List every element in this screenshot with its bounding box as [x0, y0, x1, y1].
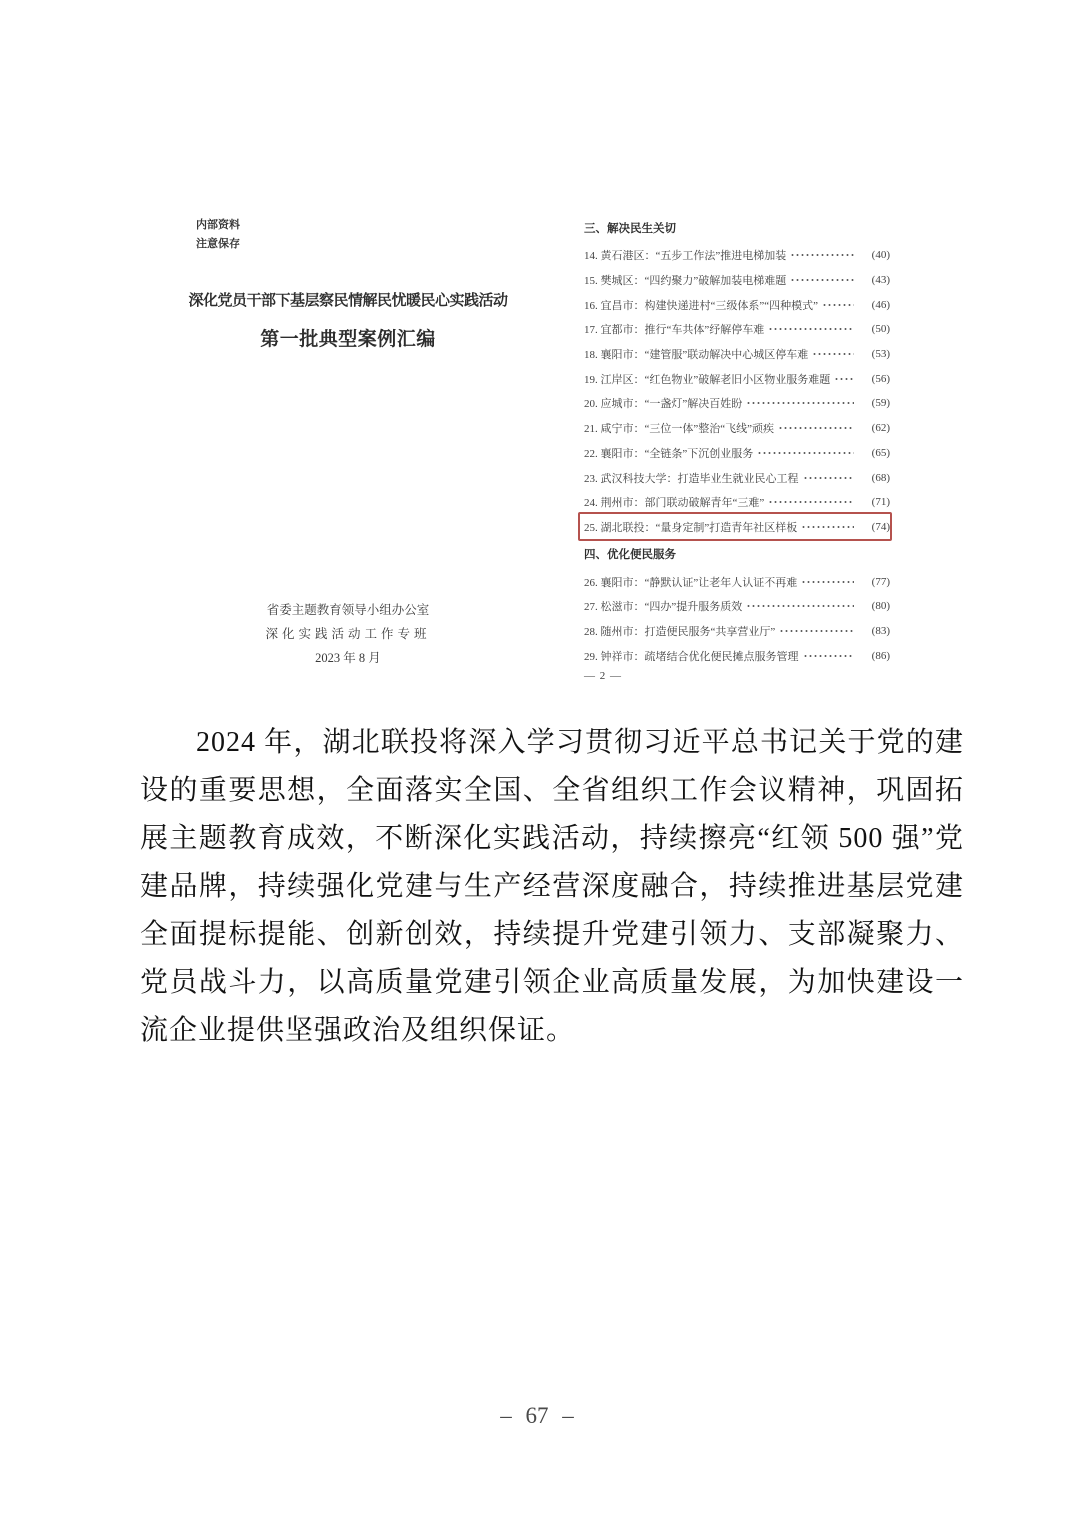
toc-dot-leader: [779, 629, 854, 633]
toc-item: [584, 594, 890, 619]
toc-item-label: 15. 樊城区：“四约聚力”破解加装电梯难题: [584, 275, 787, 288]
toc-item-page-number: (83): [871, 624, 890, 637]
toc-item-label: 20. 应城市：“一盏灯”解决百姓盼: [584, 398, 743, 411]
toc-item-label: 28. 随州市：打造便民服务“共享营业厅”: [584, 625, 776, 638]
toc-item-label: 26. 襄阳市：“静默认证”让老年人认证不再难: [584, 576, 798, 589]
toc-item-page-number: (62): [871, 422, 890, 435]
toc-dot-leader: [746, 604, 854, 608]
toc-item: [584, 619, 890, 644]
toc-item-label: 21. 咸宁市：“三位一体”整治“飞线”顽疾: [584, 423, 775, 436]
toc-item-page-number: (46): [871, 298, 890, 311]
toc-dot-leader: [778, 426, 854, 430]
toc-item: [584, 268, 890, 293]
classification-line: 内部资料: [196, 219, 240, 231]
toc-dot-leader: [812, 352, 854, 356]
toc-dot-leader: [790, 253, 854, 257]
scanned-booklet-spread: [180, 205, 890, 695]
toc-dot-leader: [768, 500, 854, 504]
toc-dot-leader: [803, 476, 855, 480]
toc-item: [584, 569, 890, 594]
publish-date: 2023 年 8 月: [315, 651, 381, 665]
toc-item: [584, 366, 890, 391]
toc-item-label: 24. 荆州市：部门联动破解青年“三难”: [584, 497, 765, 510]
toc-item-highlighted: [584, 515, 890, 540]
toc-item-page-number: (59): [871, 397, 890, 410]
issuer-line: 省委主题教育领导小组办公室: [266, 603, 430, 617]
booklet-title: 深化党员干部下基层察民情解民忧暖民心实践活动: [188, 293, 508, 309]
body-paragraph: 2024 年，湖北联投将深入学习贯彻习近平总书记关于党的建设的重要思想，全面落实全国、全省组织工作会议精神，巩固拓展主题教育成效，不断深化实践活动，持续擦亮“红领 500 强”党建品牌，持续强化党建与生产经营深度融合，持续推进基层党建全面提标提能、创新创效，持续提升党建引领力、支部凝聚力、党员战斗力，以高质量党建引领企业高质量发展，为加快建设一流企业提供坚强政治及组织保证。: [140, 727, 964, 1046]
issuer-line: 深化实践活动工作专班: [265, 627, 431, 641]
toc-item-label: 17. 宜都市：推行“车共体”纾解停车难: [584, 324, 765, 337]
page-number: – 67 –: [500, 1403, 574, 1428]
toc-item: [584, 490, 890, 515]
toc-item-page-number: (74): [871, 520, 890, 533]
toc-item: [584, 292, 890, 317]
toc-item-page-number: (56): [871, 372, 890, 385]
toc-item-page-number: (77): [871, 575, 890, 588]
toc-item-page-number: (80): [871, 600, 890, 613]
toc-item-label: 27. 松滋市：“四办”提升服务质效: [584, 601, 743, 614]
toc-item: [584, 441, 890, 466]
toc-item-label: 25. 湖北联投：“量身定制”打造青年社区样板: [584, 521, 798, 534]
toc-dot-leader: [822, 303, 854, 307]
toc-item-page-number: (40): [871, 249, 890, 262]
toc-item-page-number: (43): [871, 274, 890, 287]
toc-sections: [584, 217, 890, 668]
toc-item: [584, 342, 890, 367]
toc-item-page-number: (68): [871, 471, 890, 484]
classification-marking: [196, 216, 240, 254]
toc-item-page-number: (65): [871, 446, 890, 459]
toc-item-page-number: (71): [871, 496, 890, 509]
toc-item: [584, 416, 890, 441]
toc-item-label: 18. 襄阳市：“建管服”联动解决中心城区停车难: [584, 349, 809, 362]
toc-section-header: 四、优化便民服务: [584, 549, 676, 562]
toc-dot-leader: [801, 580, 854, 584]
toc-item: [584, 391, 890, 416]
toc-dot-leader: [803, 654, 855, 658]
toc-dot-leader: [801, 525, 854, 529]
toc-item-label: 19. 江岸区：“红色物业”破解老旧小区物业服务难题: [584, 373, 831, 386]
toc-item-label: 16. 宜昌市：构建快递进村“三级体系”“四种模式”: [584, 299, 819, 312]
toc-item-label: 14. 黄石港区：“五步工作法”推进电梯加装: [584, 250, 787, 263]
toc-item: [584, 643, 890, 668]
issuer-block: [180, 598, 516, 670]
toc-dot-leader: [834, 377, 854, 381]
toc-item: [584, 317, 890, 342]
toc-page-number: — 2 —: [584, 670, 622, 682]
toc-dot-leader: [768, 327, 854, 331]
toc-dot-leader: [746, 401, 854, 405]
toc-item-page-number: (53): [871, 348, 890, 361]
toc-dot-leader: [757, 451, 854, 455]
toc-section-header: 三、解决民生关切: [584, 223, 676, 235]
toc-item-label: 23. 武汉科技大学：打造毕业生就业民心工程: [584, 472, 799, 485]
booklet-toc-page: [584, 217, 890, 682]
toc-item-page-number: (50): [871, 323, 890, 336]
toc-item-page-number: (86): [871, 649, 890, 662]
booklet-subtitle: 第一批典型案例汇编: [260, 329, 436, 350]
toc-item-label: 22. 襄阳市：“全链条”下沉创业服务: [584, 447, 754, 460]
toc-item: [584, 243, 890, 268]
toc-item: [584, 465, 890, 490]
toc-item-label: 29. 钟祥市：疏堵结合优化便民摊点服务管理: [584, 650, 799, 663]
classification-line: 注意保存: [196, 238, 240, 250]
toc-dot-leader: [790, 278, 854, 282]
